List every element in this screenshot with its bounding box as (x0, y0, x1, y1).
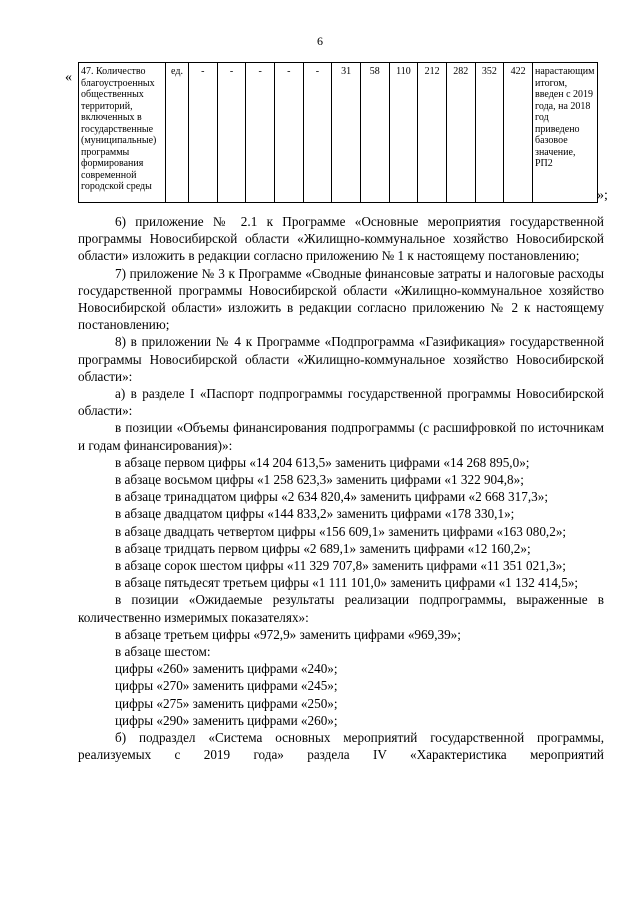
paragraph-item-8: 8) в приложении № 4 к Программе «Подпрограмма «Газификация» государственной программы Новосибирской области «Жилищно-коммунальное хозяйство Новосибирской области»: (78, 334, 604, 384)
value-cell: - (246, 63, 275, 203)
value-cell: - (303, 63, 332, 203)
paragraph-amendment: в абзаце третьем цифры «972,9» заменить цифрами «969,39»; (115, 626, 461, 642)
paragraph-subitem-a: а) в разделе I «Паспорт подпрограммы государственной программы Новосибирской области»: (78, 386, 604, 419)
paragraph-amendment: цифры «260» заменить цифрами «240»; (115, 661, 338, 677)
paragraph-position-results: в позиции «Ожидаемые результаты реализации подпрограммы, выраженные в количественно измеримых показателях»: (78, 592, 604, 625)
paragraph-subitem-b: б) подраздел «Система основных мероприятий государственной программы, реализуемых с 2019 года» раздела IV «Характеристика мероприятий (78, 730, 604, 763)
value-cell: 212 (418, 63, 447, 203)
paragraph-amendment: в абзаце шестом: (115, 644, 211, 660)
closing-quote: »; (597, 188, 608, 203)
value-cell: - (274, 63, 303, 203)
table-row (79, 63, 598, 203)
value-cell: 282 (446, 63, 475, 203)
value-cell: 110 (389, 63, 418, 203)
page-number: 6 (317, 34, 323, 48)
indicator-table (78, 62, 598, 203)
value-cell: 352 (475, 63, 504, 203)
value-cell: 31 (332, 63, 361, 203)
paragraph-item-7: 7) приложение № 3 к Программе «Сводные финансовые затраты и налоговые расходы государственной программы Новосибирской области «Жилищно-коммунальное хозяйство Новосибирской области» изложить в редакции согласно приложению № 2 к настоящему постановлению; (78, 265, 604, 333)
paragraph-amendment: в абзаце восьмом цифры «1 258 623,3» заменить цифрами «1 322 904,8»; (115, 472, 524, 488)
value-cell: - (217, 63, 246, 203)
indicator-label: 47. Количество благоустроенных общественных территорий, включенных в государственные (муниципальные) программы формирования современной городской среды (79, 63, 166, 203)
paragraph-amendment: цифры «290» заменить цифрами «260»; (115, 712, 338, 728)
paragraph-position-financing: в позиции «Объемы финансирования подпрограммы (с расшифровкой по источникам и годам финансирования)»: (78, 420, 604, 453)
opening-quote: « (65, 70, 72, 85)
paragraph-amendment: цифры «275» заменить цифрами «250»; (115, 695, 338, 711)
indicator-unit: ед. (166, 63, 189, 203)
document-body (78, 213, 604, 764)
value-cell: 58 (360, 63, 389, 203)
paragraph-amendment: в абзаце сорок шестом цифры «11 329 707,8» заменить цифрами «11 351 021,3»; (115, 558, 566, 574)
paragraph-amendment: в абзаце первом цифры «14 204 613,5» заменить цифрами «14 268 895,0»; (115, 454, 530, 470)
paragraph-amendment: в абзаце двадцать четвертом цифры «156 609,1» заменить цифрами «163 080,2»; (115, 523, 567, 539)
value-cell: - (189, 63, 218, 203)
paragraph-amendment: в абзаце тридцать первом цифры «2 689,1» заменить цифрами «12 160,2»; (115, 540, 531, 556)
paragraph-amendment: в абзаце пятьдесят третьем цифры «1 111 101,0» заменить цифрами «1 132 414,5»; (115, 575, 579, 591)
paragraph-amendment: цифры «270» заменить цифрами «245»; (115, 678, 338, 694)
value-cell: 422 (504, 63, 533, 203)
paragraph-item-6: 6) приложение № 2.1 к Программе «Основные мероприятия государственной программы Новосибирской области «Жилищно-коммунальное хозяйство Новосибирской области» изложить в редакции согласно приложению № 1 к настоящему постановлению; (78, 214, 604, 264)
indicator-note: нарастающим итогом, введен с 2019 года, на 2018 год приведено базовое значение, РП2 (533, 63, 598, 203)
paragraph-amendment: в абзаце тринадцатом цифры «2 634 820,4» заменить цифрами «2 668 317,3»; (115, 489, 548, 505)
paragraph-amendment: в абзаце двадцатом цифры «144 833,2» заменить цифрами «178 330,1»; (115, 506, 515, 522)
